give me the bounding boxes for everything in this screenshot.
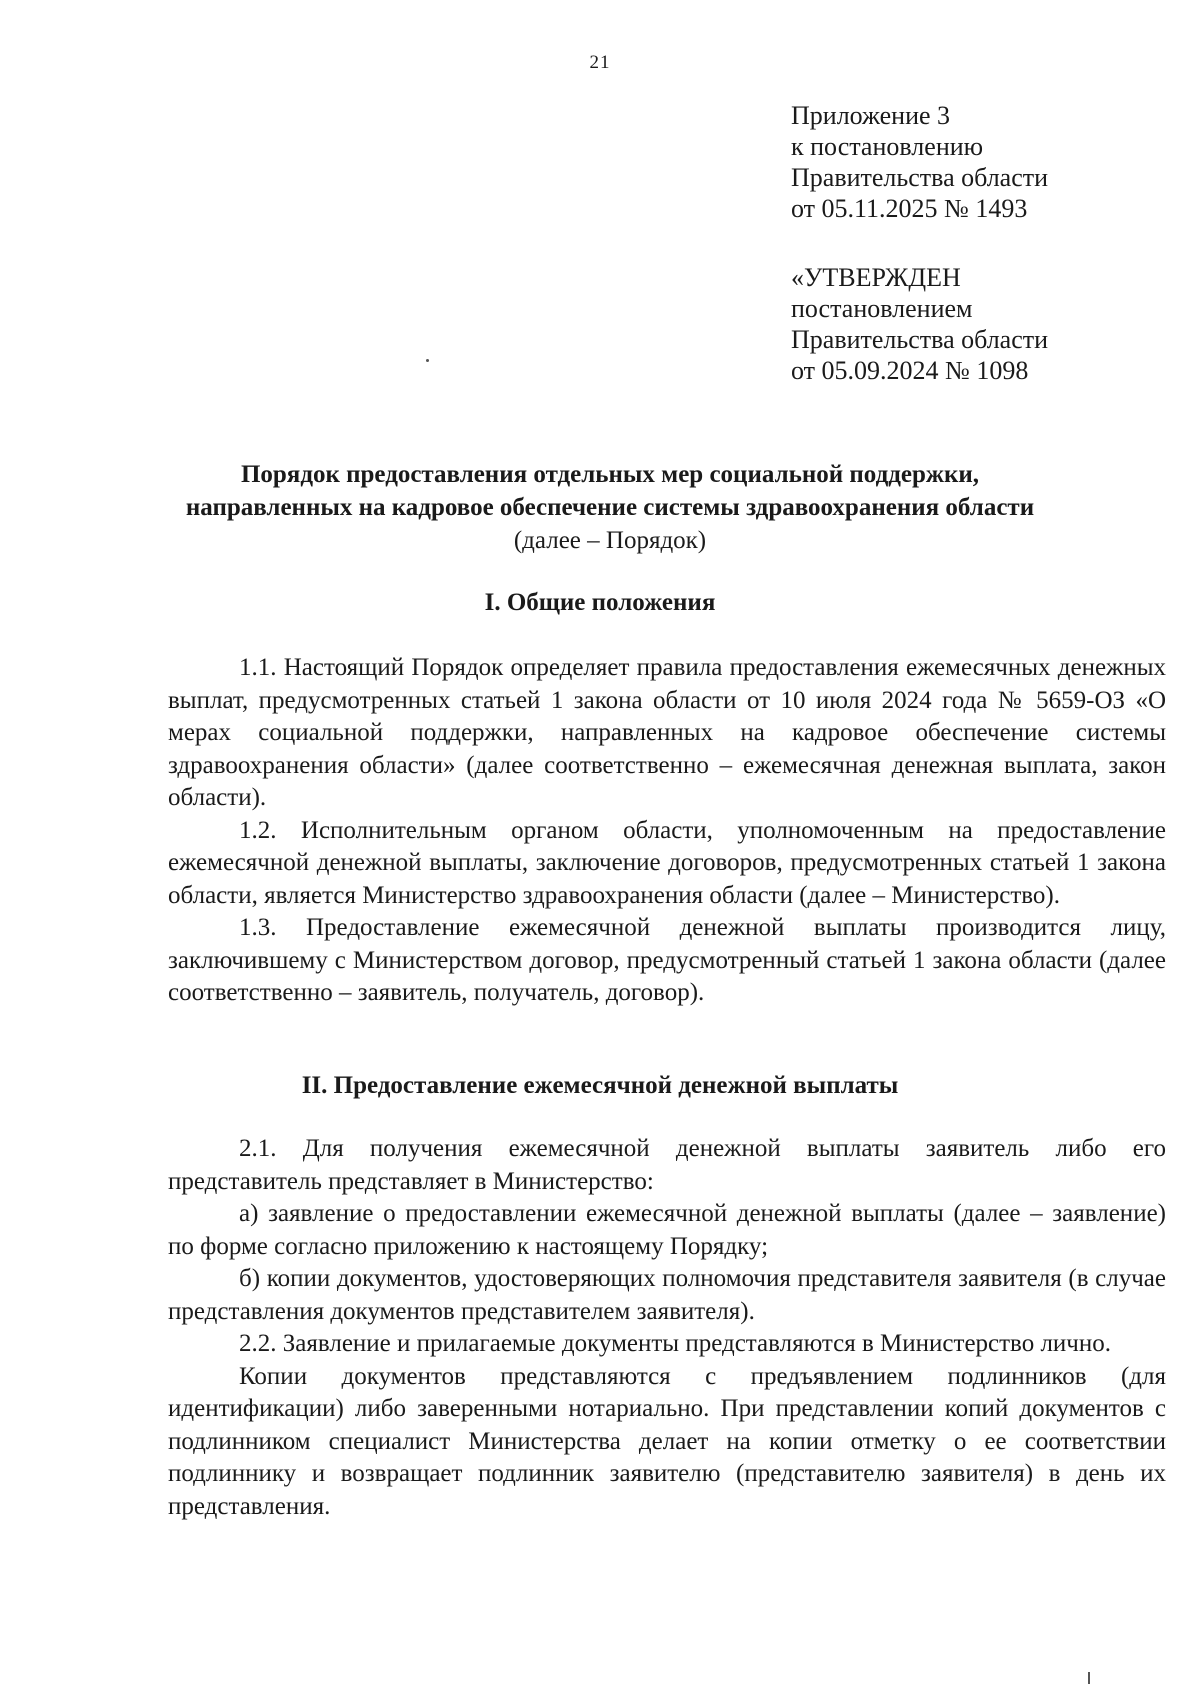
scan-mark (1088, 1672, 1090, 1684)
paragraph: 2.1. Для получения ежемесячной денежной выплаты заявитель либо его представитель представляет в Министерство: (168, 1135, 1166, 1195)
annex-line: Приложение 3 (791, 101, 951, 130)
paragraph: 2.2. Заявление и прилагаемые документы представляются в Министерство лично. (239, 1330, 1111, 1357)
approved-line: от 05.09.2024 № 1098 (791, 356, 1029, 385)
approved-line: Правительства области (791, 325, 1049, 354)
section-heading-payment: II. Предоставление ежемесячной денежной выплаты (301, 1072, 899, 1099)
paragraph: б) копии документов, удостоверяющих полномочия представителя заявителя (в случае представления документов представителем заявителя). (168, 1265, 1166, 1325)
annex-block (791, 100, 1048, 224)
approved-block (791, 262, 1048, 386)
approved-line: постановлением (791, 294, 973, 323)
approved-line: «УТВЕРЖДЕН (791, 263, 961, 292)
title-subline: (далее – Порядок) (513, 527, 707, 554)
page-number: 21 (589, 52, 611, 73)
paragraph: 1.1. Настоящий Порядок определяет правила предоставления ежемесячных денежных выплат, предусмотренных статьей 1 закона области от 10 июля 2024 года № 5659-ОЗ «О мерах социальной поддержки, направленных на кадровое обеспечение системы здравоохранения области» (далее соответственно – ежемесячная денежная выплата, закон области). (168, 654, 1166, 811)
paragraph: 1.2. Исполнительным органом области, уполномоченным на предоставление ежемесячной денежной выплаты, заключение договоров, предусмотренных статьей 1 закона области, является Министерство здравоохранения области (далее – Министерство). (168, 816, 1166, 909)
paragraph: Копии документов представляются с предъявлением подлинников (для идентификации) либо заверенными нотариально. При представлении копий документов с подлинником специалист Министерства делает на копии отметку о ее соответствии подлиннику и возвращает подлинник заявителю (представителю заявителя) в день их представления. (168, 1362, 1166, 1520)
paragraph: а) заявление о предоставлении ежемесячной денежной выплаты (далее – заявление) по форме согласно приложению к настоящему Порядку; (168, 1200, 1166, 1260)
annex-line: от 05.11.2025 № 1493 (791, 194, 1028, 223)
title-line: Порядок предоставления отдельных мер социальной поддержки, (240, 461, 980, 488)
annex-line: Правительства области (791, 163, 1049, 192)
annex-line: к постановлению (791, 132, 984, 161)
title-line: направленных на кадровое обеспечение системы здравоохранения области (185, 494, 1035, 521)
paragraph: 1.3. Предоставление ежемесячной денежной выплаты производится лицу, заключившему с Министерством договор, предусмотренный статьей 1 закона области (далее соответственно – заявитель, получатель, договор). (168, 914, 1166, 1006)
section-payment-body (168, 1133, 1166, 1523)
section-general-body (168, 652, 1166, 1010)
section-heading-general: I. Общие положения (484, 589, 716, 616)
scan-speck (426, 359, 429, 362)
document-title (150, 458, 1070, 557)
